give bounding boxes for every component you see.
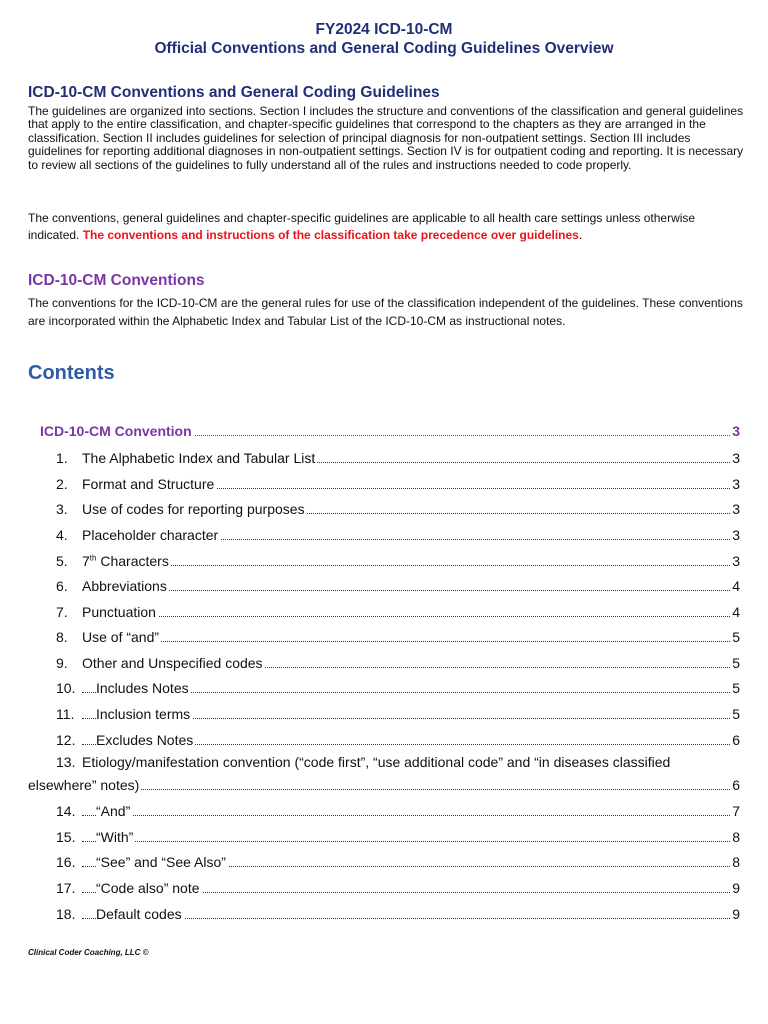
toc-entry-number: 16. <box>56 854 76 870</box>
toc-entry-number: 13. <box>56 754 76 770</box>
toc-entry-label-line1: Etiology/manifestation convention (“code first”, “use additional code” and “in diseases classified <box>82 754 671 770</box>
toc-entry-label: Default codes <box>96 906 182 922</box>
toc-leader-dots <box>82 565 730 566</box>
toc-entry-1[interactable] <box>0 447 768 469</box>
section-heading-conventions: ICD-10-CM Conventions <box>28 272 205 289</box>
toc-entry-label: Includes Notes <box>96 680 189 696</box>
toc-entry-16[interactable] <box>0 851 768 873</box>
toc-entry-number: 1. <box>56 450 68 466</box>
toc-entry-18[interactable] <box>0 903 768 925</box>
conventions-paragraph: The conventions for the ICD-10-CM are the general rules for use of the classification independent of the guidelines. These conventions are incorporated within the Alphabetic Index and Tabular List of the ICD-10-CM as instructional notes. <box>28 296 743 328</box>
toc-entry-label: Excludes Notes <box>96 732 194 748</box>
toc-entry-number: 3. <box>56 501 68 517</box>
toc-leader-dots <box>82 815 730 816</box>
toc-leader-dots <box>82 616 730 617</box>
toc-entry-number: 12. <box>56 732 76 748</box>
toc-entry-page: 3 <box>732 527 740 543</box>
toc-entry-number: 10. <box>56 680 76 696</box>
toc-entry-number: 8. <box>56 629 68 645</box>
toc-entry-page: 6 <box>732 732 740 748</box>
toc-entry-label: The Alphabetic Index and Tabular List <box>82 450 316 466</box>
toc-entry-number: 4. <box>56 527 68 543</box>
document-title: FY2024 ICD-10-CM <box>315 21 453 38</box>
toc-entry-number: 15. <box>56 829 76 845</box>
toc-entry-2[interactable] <box>0 473 768 495</box>
toc-entry-label: Punctuation <box>82 604 156 620</box>
toc-entry-label: Other and Unspecified codes <box>82 655 263 671</box>
section-heading-guidelines: ICD-10-CM Conventions and General Coding Guidelines <box>28 84 440 101</box>
guidelines-paragraph: The guidelines are organized into sections. Section I includes the structure and conventions of the classification and general guidelines that apply to the entire classification, and chapter-specific guidelines that correspond to the chapters as they are arranged in the classification. Section II includes guidelines for selection of principal diagnosis for non-outpatient settings. Section III includes guidelines for reporting additional diagnoses in non-outpatient settings. Section IV is for outpatient coding and reporting. It is necessary to review all sections of the guidelines to fully understand all of the rules and instructions needed to code properly. <box>28 104 744 172</box>
toc-entry-page: 5 <box>732 680 740 696</box>
toc-heading-label: ICD-10-CM Convention <box>40 423 192 439</box>
toc-leader-dots <box>82 641 730 642</box>
toc-entry-page: 4 <box>732 604 740 620</box>
toc-label-part: Characters <box>96 553 169 569</box>
applicability-paragraph <box>28 210 744 244</box>
toc-entry-number: 6. <box>56 578 68 594</box>
toc-entry-6[interactable] <box>0 575 768 597</box>
document-header <box>0 20 768 58</box>
toc-entry-label: “See” and “See Also” <box>96 854 226 870</box>
toc-entry-number: 17. <box>56 880 76 896</box>
toc-entry-page: 3 <box>732 501 740 517</box>
precedence-emphasis: The conventions and instructions of the classification take precedence over guidelines <box>82 228 579 242</box>
toc-heading-entry[interactable] <box>0 420 768 442</box>
toc-entry-number: 18. <box>56 906 76 922</box>
toc-entry-number: 11. <box>56 706 75 722</box>
toc-entry-page: 7 <box>732 803 740 819</box>
toc-entry-9[interactable] <box>0 652 768 674</box>
toc-entry-label: Inclusion terms <box>96 706 191 722</box>
toc-entry-label: “Code also” note <box>96 880 200 896</box>
toc-entry-7[interactable] <box>0 601 768 623</box>
toc-leader-dots <box>82 590 730 591</box>
applicability-text: The conventions, general guidelines and chapter-specific guidelines are applicable to all health care settings unless otherwise indicated. <box>28 211 696 242</box>
toc-label-superscript: th <box>89 553 97 563</box>
toc-entry-page: 5 <box>732 629 740 645</box>
toc-entry-number: 2. <box>56 476 68 492</box>
toc-entry-page: 6 <box>732 777 740 793</box>
toc-entry-number: 14. <box>56 803 76 819</box>
footer-copyright: Clinical Coder Coaching, LLC © <box>28 948 149 957</box>
toc-entry-label: Abbreviations <box>82 578 167 594</box>
toc-entry-8[interactable] <box>0 626 768 648</box>
toc-entry-10[interactable] <box>0 677 768 699</box>
toc-entry-label-line2: elsewhere” notes) <box>28 777 140 793</box>
document-subtitle: Official Conventions and General Coding Guidelines Overview <box>154 40 614 57</box>
toc-entry-number: 5. <box>56 553 68 569</box>
toc-entry-14[interactable] <box>0 800 768 822</box>
toc-entry-number: 7. <box>56 604 68 620</box>
toc-entry-5[interactable] <box>0 550 768 572</box>
applicability-end: . <box>578 228 583 242</box>
toc-label-part: 7 <box>82 553 90 569</box>
toc-entry-page: 9 <box>732 906 740 922</box>
toc-entry-13[interactable] <box>0 754 768 796</box>
toc-entry-12[interactable] <box>0 729 768 751</box>
toc-entry-label <box>82 553 171 569</box>
toc-entry-page: 8 <box>732 829 740 845</box>
toc-heading-page: 3 <box>732 423 740 439</box>
toc-entry-page: 4 <box>732 578 740 594</box>
toc-entry-label: “And” <box>96 803 131 819</box>
toc-entry-page: 9 <box>732 880 740 896</box>
toc-entry-17[interactable] <box>0 877 768 899</box>
toc-entry-page: 5 <box>732 706 740 722</box>
toc-entry-page: 3 <box>732 450 740 466</box>
toc-entry-label: Use of “and” <box>82 629 160 645</box>
toc-entry-label: Use of codes for reporting purposes <box>82 501 305 517</box>
toc-entry-number: 9. <box>56 655 68 671</box>
toc-entry-3[interactable] <box>0 498 768 520</box>
toc-entry-label: “With” <box>96 829 134 845</box>
toc-entry-page: 5 <box>732 655 740 671</box>
toc-entry-11[interactable] <box>0 703 768 725</box>
toc-entry-4[interactable] <box>0 524 768 546</box>
toc-leader-dots <box>82 841 730 842</box>
toc-entry-label: Placeholder character <box>82 527 219 543</box>
contents-title: Contents <box>28 362 115 384</box>
toc-entry-page: 3 <box>732 553 740 569</box>
toc-entry-15[interactable] <box>0 826 768 848</box>
toc-entry-label: Format and Structure <box>82 476 215 492</box>
toc-entry-page: 8 <box>732 854 740 870</box>
toc-entry-page: 3 <box>732 476 740 492</box>
